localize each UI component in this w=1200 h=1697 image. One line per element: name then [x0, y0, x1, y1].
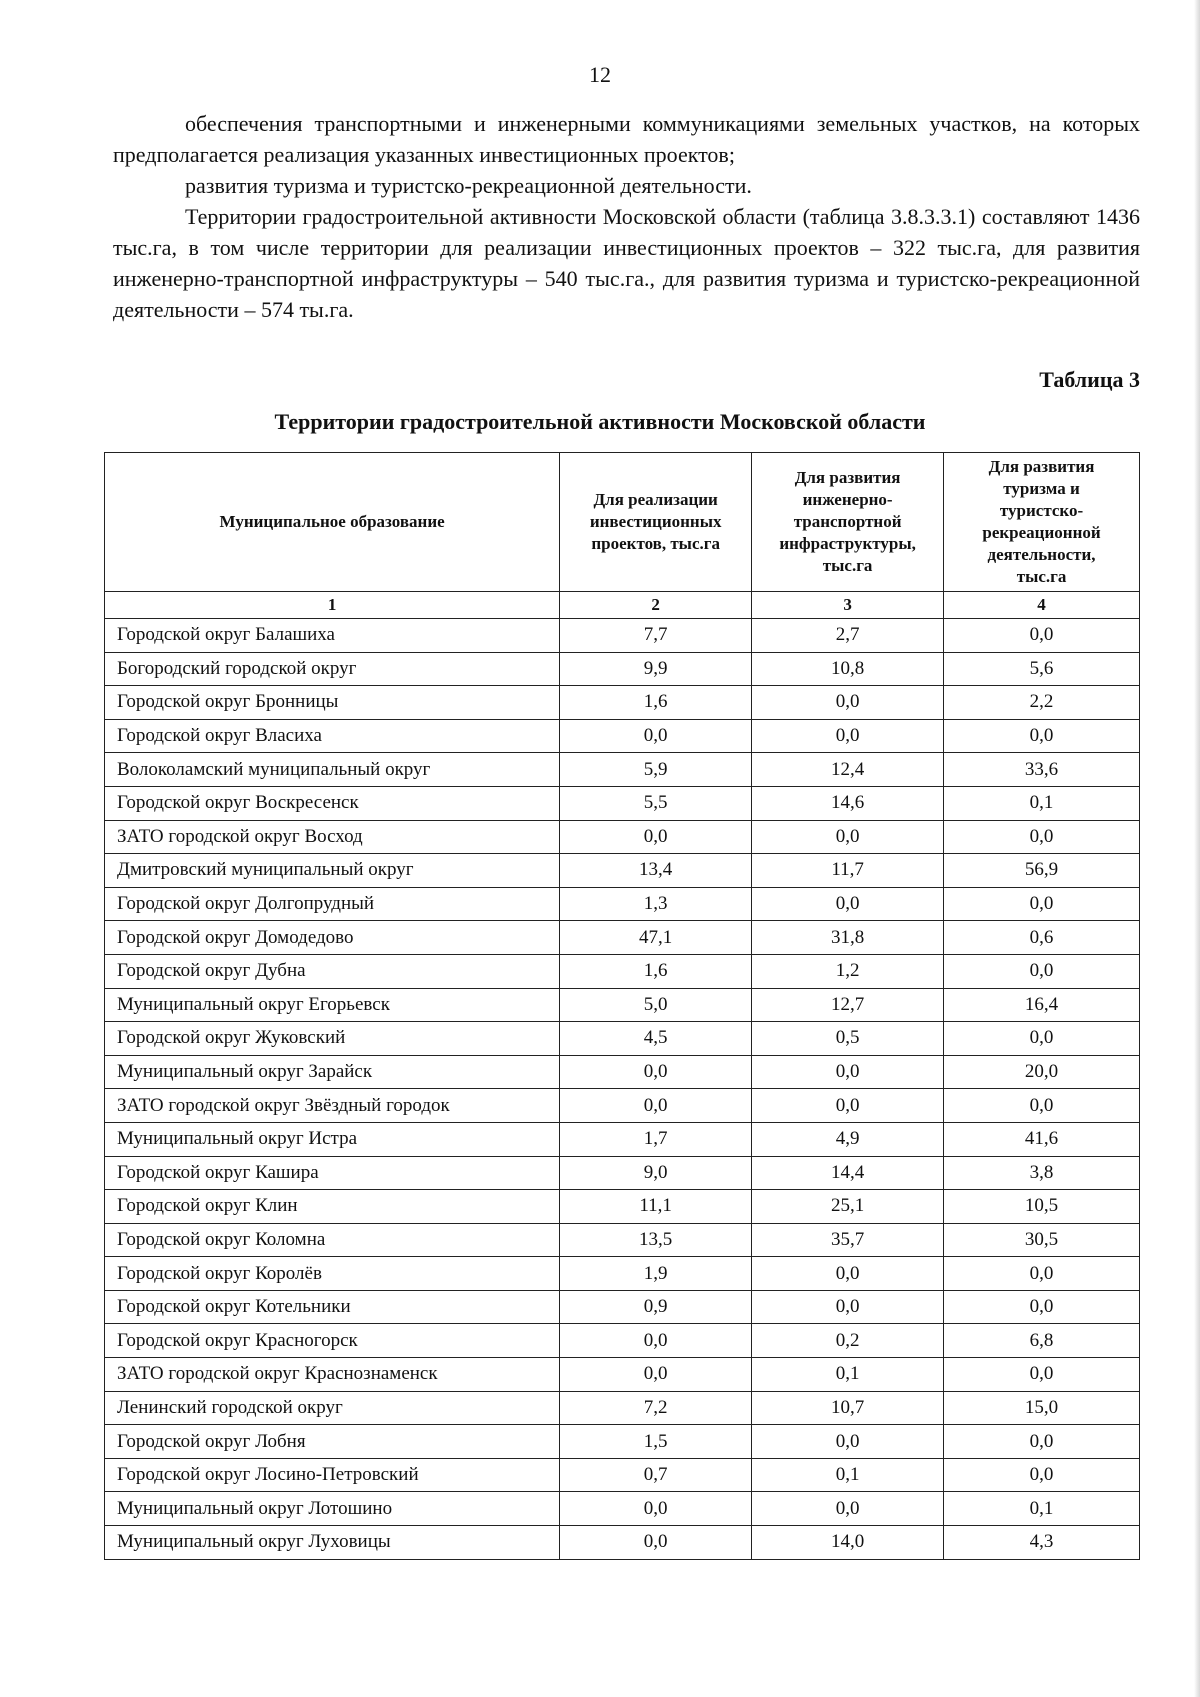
area-value: 0,0 [560, 1492, 752, 1526]
municipality-name: Богородский городской округ [105, 652, 560, 686]
area-value: 56,9 [944, 854, 1140, 888]
area-value: 4,5 [560, 1022, 752, 1056]
area-value: 0,1 [752, 1358, 944, 1392]
table-row [105, 1055, 1140, 1089]
area-value: 10,8 [752, 652, 944, 686]
area-value: 1,5 [560, 1425, 752, 1459]
table-row [105, 1089, 1140, 1123]
table-row [105, 1257, 1140, 1291]
table-row [105, 1492, 1140, 1526]
area-value: 13,4 [560, 854, 752, 888]
municipality-name: Городской округ Красногорск [105, 1324, 560, 1358]
municipality-name: Городской округ Жуковский [105, 1022, 560, 1056]
area-value: 5,5 [560, 786, 752, 820]
area-value: 10,7 [752, 1391, 944, 1425]
paragraph: обеспечения транспортными и инженерными коммуникациями земельных участков, на которых предполагается реализация указанных инвестиционных проектов; [113, 111, 1140, 167]
area-value: 9,9 [560, 652, 752, 686]
area-value: 0,0 [752, 1055, 944, 1089]
table-row [105, 686, 1140, 720]
table-row [105, 1391, 1140, 1425]
table-row [105, 954, 1140, 988]
paragraph: развития туризма и туристско-рекреационной деятельности. [185, 173, 752, 198]
area-value: 7,7 [560, 619, 752, 653]
table-row [105, 1458, 1140, 1492]
table-row [105, 753, 1140, 787]
municipality-name: Городской округ Королёв [105, 1257, 560, 1291]
municipality-name: Городской округ Долгопрудный [105, 887, 560, 921]
area-value: 4,3 [944, 1526, 1140, 1560]
column-number: 2 [560, 592, 752, 619]
table-row [105, 1190, 1140, 1224]
area-value: 12,4 [752, 753, 944, 787]
table-body [105, 619, 1140, 1560]
area-value: 0,0 [944, 954, 1140, 988]
area-value: 0,0 [560, 719, 752, 753]
table-row [105, 1156, 1140, 1190]
municipality-name: Муниципальный округ Егорьевск [105, 988, 560, 1022]
column-header: Для реализации инвестиционных проектов, тыс.га [560, 453, 752, 592]
table-row [105, 619, 1140, 653]
municipality-name: Муниципальный округ Луховицы [105, 1526, 560, 1560]
area-value: 0,0 [944, 719, 1140, 753]
table-row [105, 887, 1140, 921]
area-value: 0,0 [944, 820, 1140, 854]
area-value: 0,0 [560, 1055, 752, 1089]
municipality-name: Ленинский городской округ [105, 1391, 560, 1425]
area-value: 6,8 [944, 1324, 1140, 1358]
area-value: 0,0 [752, 1425, 944, 1459]
table-row [105, 1526, 1140, 1560]
area-value: 41,6 [944, 1122, 1140, 1156]
column-header: Муниципальное образование [105, 453, 560, 592]
area-value: 12,7 [752, 988, 944, 1022]
area-value: 0,0 [752, 1257, 944, 1291]
area-value: 5,6 [944, 652, 1140, 686]
area-value: 0,7 [560, 1458, 752, 1492]
area-value: 2,2 [944, 686, 1140, 720]
area-value: 0,0 [560, 1324, 752, 1358]
column-header: Для развития инженерно-транспортной инфраструктуры, тыс.га [752, 453, 944, 592]
area-value: 0,0 [560, 820, 752, 854]
area-value: 16,4 [944, 988, 1140, 1022]
body-text [113, 108, 1140, 325]
table-row [105, 1425, 1140, 1459]
area-value: 14,0 [752, 1526, 944, 1560]
table-row [105, 1022, 1140, 1056]
area-value: 5,9 [560, 753, 752, 787]
municipality-name: Городской округ Лобня [105, 1425, 560, 1459]
table-row [105, 1324, 1140, 1358]
area-value: 1,2 [752, 954, 944, 988]
municipality-name: ЗАТО городской округ Восход [105, 820, 560, 854]
area-value: 0,0 [560, 1089, 752, 1123]
table-row [105, 921, 1140, 955]
area-value: 0,0 [944, 1022, 1140, 1056]
area-value: 0,0 [944, 1089, 1140, 1123]
municipality-name: Дмитровский муниципальный округ [105, 854, 560, 888]
area-value: 0,0 [944, 1458, 1140, 1492]
area-value: 1,3 [560, 887, 752, 921]
area-value: 0,5 [752, 1022, 944, 1056]
area-value: 15,0 [944, 1391, 1140, 1425]
area-value: 0,0 [560, 1358, 752, 1392]
area-value: 0,0 [944, 1290, 1140, 1324]
municipality-name: Волоколамский муниципальный округ [105, 753, 560, 787]
area-value: 0,0 [944, 1257, 1140, 1291]
area-value: 2,7 [752, 619, 944, 653]
area-value: 0,0 [752, 686, 944, 720]
area-value: 0,0 [560, 1526, 752, 1560]
area-value: 0,0 [944, 619, 1140, 653]
area-value: 35,7 [752, 1223, 944, 1257]
area-value: 11,7 [752, 854, 944, 888]
table-row [105, 652, 1140, 686]
area-value: 0,0 [752, 1290, 944, 1324]
area-value: 0,0 [752, 887, 944, 921]
municipality-name: ЗАТО городской округ Краснознаменск [105, 1358, 560, 1392]
table-row [105, 820, 1140, 854]
column-header: Для развития туризма и туристско-рекреационной деятельности, тыс.га [944, 453, 1140, 592]
table-title: Территории градостроительной активности Московской области [274, 409, 926, 434]
column-number: 3 [752, 592, 944, 619]
area-value: 0,2 [752, 1324, 944, 1358]
area-value: 13,5 [560, 1223, 752, 1257]
area-value: 10,5 [944, 1190, 1140, 1224]
page-number: 12 [589, 62, 611, 87]
page-edge-shadow [1194, 0, 1200, 1697]
municipality-name: Городской округ Котельники [105, 1290, 560, 1324]
area-value: 0,1 [752, 1458, 944, 1492]
area-value: 0,0 [944, 887, 1140, 921]
area-value: 14,4 [752, 1156, 944, 1190]
municipality-name: Городской округ Воскресенск [105, 786, 560, 820]
table-row [105, 719, 1140, 753]
column-number: 4 [944, 592, 1140, 619]
area-value: 1,9 [560, 1257, 752, 1291]
table-row [105, 854, 1140, 888]
municipality-name: Муниципальный округ Зарайск [105, 1055, 560, 1089]
table-header-row [105, 453, 1140, 592]
table-label: Таблица 3 [1039, 367, 1140, 392]
area-value: 7,2 [560, 1391, 752, 1425]
municipality-name: Городской округ Домодедово [105, 921, 560, 955]
municipality-name: Городской округ Власиха [105, 719, 560, 753]
table-row [105, 1223, 1140, 1257]
area-value: 5,0 [560, 988, 752, 1022]
paragraph: Территории градостроительной активности Московской области (таблица 3.8.3.3.1) составляют 1436 тыс.га, в том числе территории для реализации инвестиционных проектов – 322 тыс.га, для развития инженерно-транспортной инфраструктуры – 540 тыс.га., для развития туризма и туристско-рекреационной деятельности – 574 ты.га. [113, 204, 1140, 322]
area-value: 31,8 [752, 921, 944, 955]
area-value: 1,7 [560, 1122, 752, 1156]
area-value: 0,0 [944, 1358, 1140, 1392]
municipality-name: Городской округ Дубна [105, 954, 560, 988]
area-value: 0,1 [944, 786, 1140, 820]
municipality-name: Городской округ Лосино-Петровский [105, 1458, 560, 1492]
table-row [105, 1290, 1140, 1324]
data-table [104, 452, 1140, 1560]
area-value: 47,1 [560, 921, 752, 955]
municipality-name: Городской округ Балашиха [105, 619, 560, 653]
area-value: 0,0 [944, 1425, 1140, 1459]
municipality-name: Городской округ Клин [105, 1190, 560, 1224]
column-number-row [105, 592, 1140, 619]
area-value: 3,8 [944, 1156, 1140, 1190]
area-value: 0,0 [752, 1492, 944, 1526]
municipality-name: Городской округ Коломна [105, 1223, 560, 1257]
area-value: 0,9 [560, 1290, 752, 1324]
area-value: 1,6 [560, 954, 752, 988]
municipality-name: Муниципальный округ Лотошино [105, 1492, 560, 1526]
area-value: 9,0 [560, 1156, 752, 1190]
area-value: 0,0 [752, 719, 944, 753]
area-value: 33,6 [944, 753, 1140, 787]
area-value: 0,0 [752, 820, 944, 854]
municipality-name: ЗАТО городской округ Звёздный городок [105, 1089, 560, 1123]
area-value: 0,6 [944, 921, 1140, 955]
area-value: 0,0 [752, 1089, 944, 1123]
municipality-name: Муниципальный округ Истра [105, 1122, 560, 1156]
area-value: 20,0 [944, 1055, 1140, 1089]
table-row [105, 988, 1140, 1022]
area-value: 25,1 [752, 1190, 944, 1224]
area-value: 0,1 [944, 1492, 1140, 1526]
area-value: 30,5 [944, 1223, 1140, 1257]
area-value: 11,1 [560, 1190, 752, 1224]
table-row [105, 786, 1140, 820]
municipality-name: Городской округ Бронницы [105, 686, 560, 720]
area-value: 14,6 [752, 786, 944, 820]
municipality-name: Городской округ Кашира [105, 1156, 560, 1190]
area-value: 1,6 [560, 686, 752, 720]
area-value: 4,9 [752, 1122, 944, 1156]
table-row [105, 1358, 1140, 1392]
table-row [105, 1122, 1140, 1156]
column-number: 1 [105, 592, 560, 619]
